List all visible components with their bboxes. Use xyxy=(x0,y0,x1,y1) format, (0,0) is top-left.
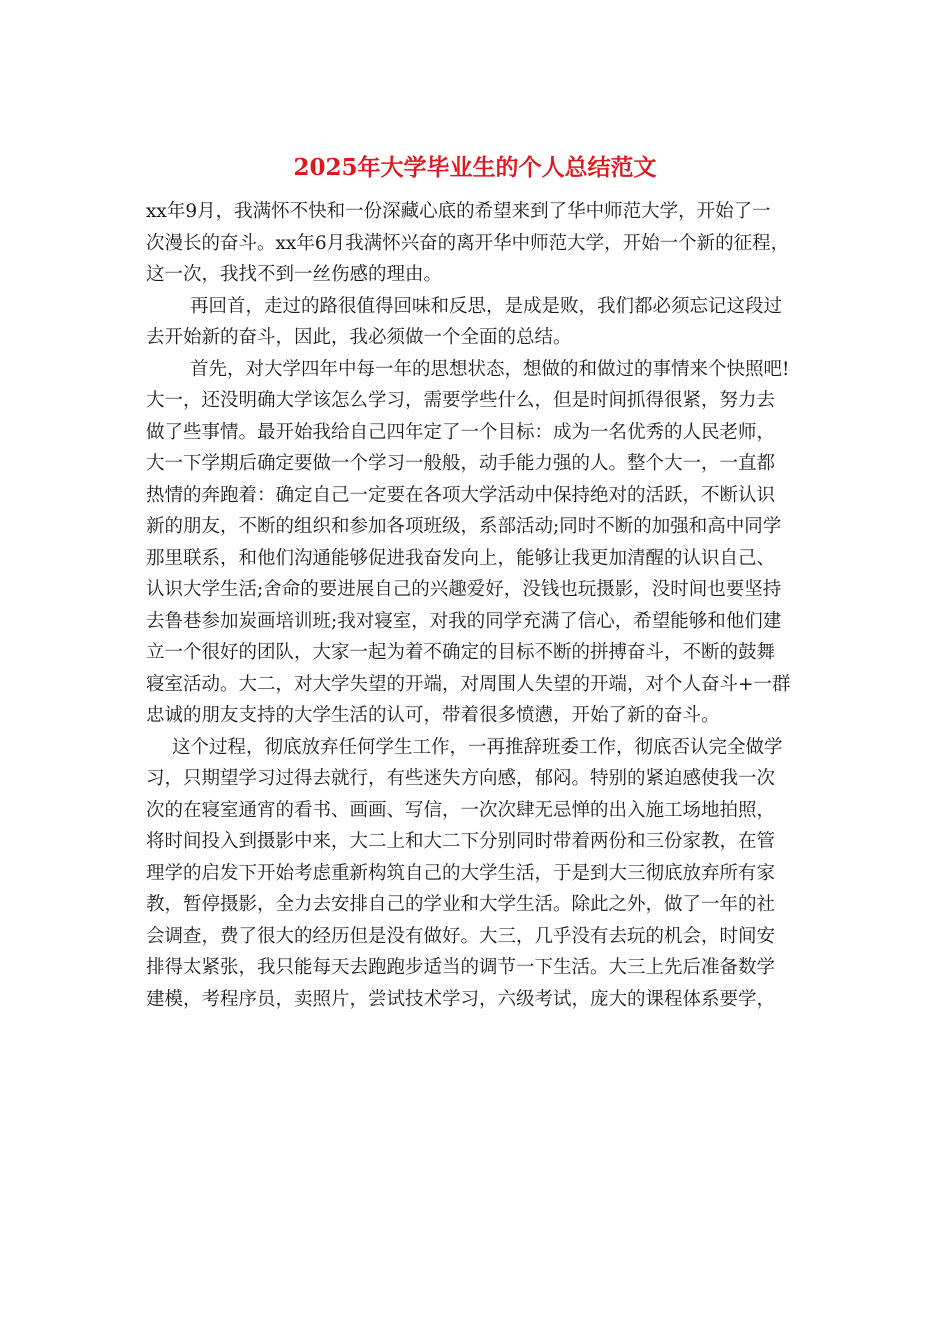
text-line: 教，暂停摄影，全力去安排自己的学业和大学生活。除此之外，做了一年的社 xyxy=(146,894,776,915)
text-line: 寝室活动。大二，对大学失望的开端，对周围人失望的开端，对个人奋斗+一群 xyxy=(146,673,791,695)
text-line: 立一个很好的团队，大家一起为着不确定的目标不断的拼搏奋斗，不断的鼓舞 xyxy=(146,642,776,663)
text-line: 大一，还没明确大学该怎么学习，需要学些什么，但是时间抓得很紧，努力去 xyxy=(146,390,776,411)
text-line: 热情的奔跑着：确定自己一定要在各项大学活动中保持绝对的活跃，不断认识 xyxy=(146,484,776,506)
text-line: 认识大学生活;舍命的要进展自己的兴趣爱好，没钱也玩摄影，没时间也要坚持 xyxy=(146,579,782,600)
text-line: 去鲁巷参加炭画培训班;我对寝室，对我的同学充满了信心，希望能够和他们建 xyxy=(146,610,782,632)
text-line: 会调查，费了很大的经历但是没有做好。大三，几乎没有去玩的机会，时间安 xyxy=(146,925,776,947)
text-line: 这个过程，彻底放弃任何学生工作，一再推辞班委工作，彻底否认完全做学 xyxy=(172,736,783,758)
text-line: 习，只期望学习过得去就行，有些迷失方向感，郁闷。特别的紧迫感使我一次 xyxy=(146,768,776,789)
document-title: 2025年大学毕业生的个人总结范文 xyxy=(293,154,657,181)
text-line: 建模，考程序员，卖照片，尝试技术学习，六级考试，庞大的课程体系要学， xyxy=(146,988,776,1010)
text-line: 这一次，我找不到一丝伤感的理由。 xyxy=(146,264,443,285)
text-line: 次漫长的奋斗。xx年6月我满怀兴奋的离开华中师范大学，开始一个新的征程， xyxy=(146,232,790,254)
text-line: 排得太紧张，我只能每天去跑跑步适当的调节一下生活。大三上先后准备数学 xyxy=(146,957,776,978)
document-body xyxy=(146,196,816,1015)
text-line: 忠诚的朋友支持的大学生活的认可，带着很多愤懑，开始了新的奋斗。 xyxy=(146,705,720,726)
text-line: 新的朋友，不断的组织和参加各项班级，系部活动;同时不断的加强和高中同学 xyxy=(146,516,782,537)
text-line: xx年9月，我满怀不快和一份深藏心底的希望来到了华中师范大学，开始了一 xyxy=(146,201,771,222)
text-line: 那里联系，和他们沟通能够促进我奋发向上，能够让我更加清醒的认识自己、 xyxy=(146,547,776,569)
text-line: 将时间投入到摄影中来，大二上和大二下分别同时带着两份和三份家教，在管 xyxy=(146,831,776,852)
text-line: 首先，对大学四年中每一年的思想状态，想做的和做过的事情来个快照吧! xyxy=(190,358,790,380)
text-line: 再回首，走过的路很值得回味和反思，是成是败，我们都必须忘记这段过 xyxy=(190,295,783,317)
text-line: 去开始新的奋斗，因此，我必须做一个全面的总结。 xyxy=(146,327,572,348)
text-line: 大一下学期后确定要做一个学习一般般，动手能力强的人。整个大一，一直都 xyxy=(146,453,776,474)
text-line: 理学的启发下开始考虑重新构筑自己的大学生活，于是到大三彻底放弃所有家 xyxy=(146,862,776,884)
text-line: 做了些事情。最开始我给自己四年定了一个目标：成为一名优秀的人民老师， xyxy=(146,421,776,443)
text-line: 次的在寝室通宵的看书、画画、写信，一次次肆无忌惮的出入施工场地拍照， xyxy=(146,799,776,821)
